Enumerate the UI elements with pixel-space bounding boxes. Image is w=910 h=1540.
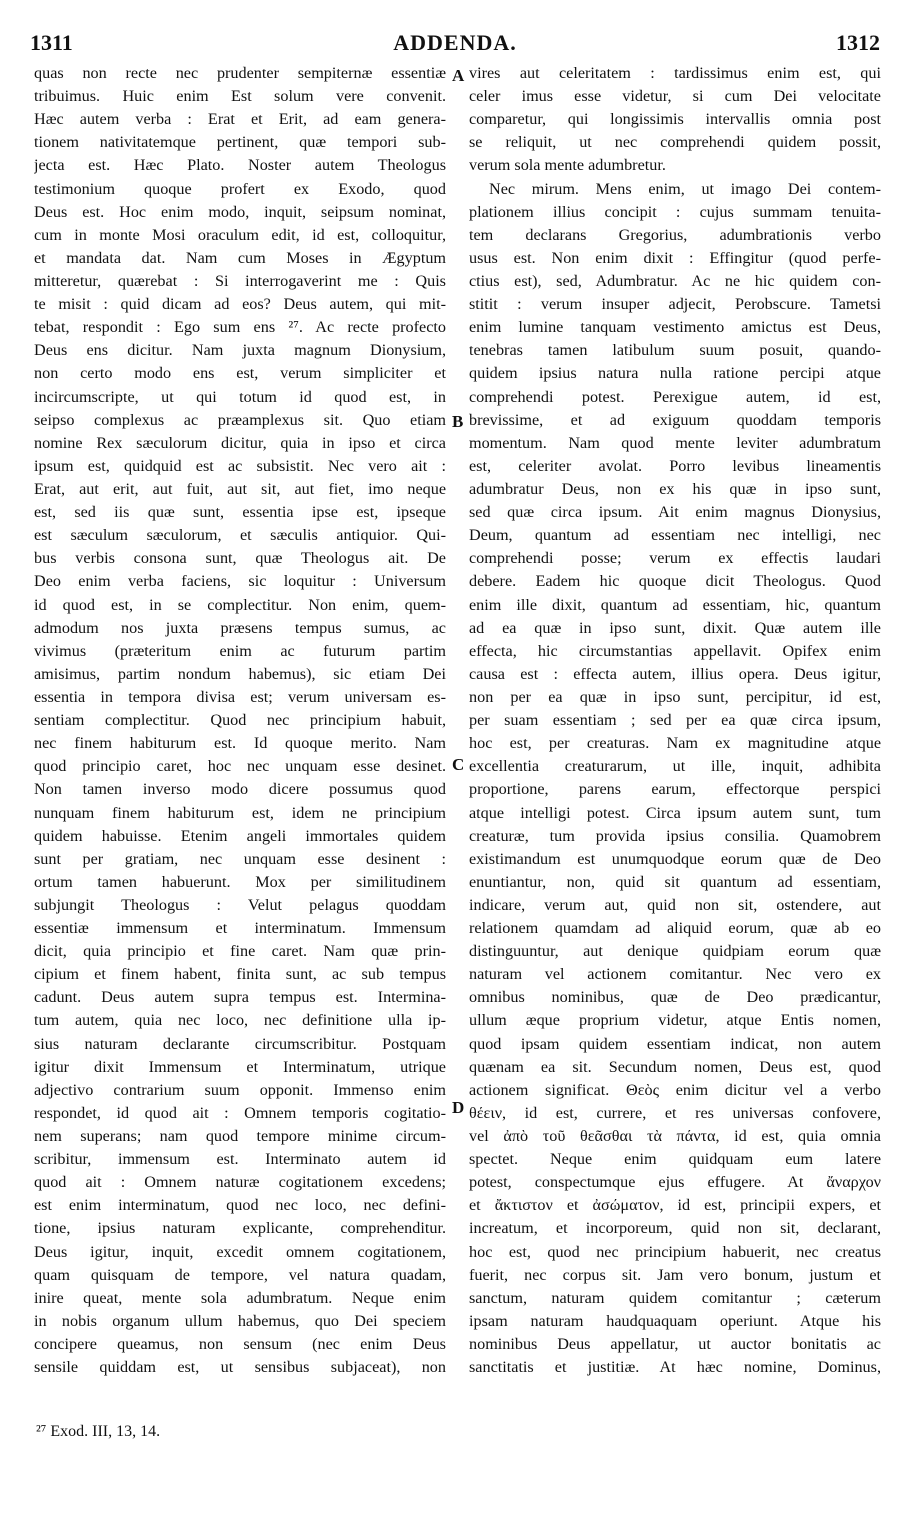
text-line: indicare, verum aut, quid non sit, ostendere, aut	[469, 895, 881, 914]
text-line: est enim interminatum, quod nec loco, nec defini-	[34, 1196, 446, 1215]
text-line: id quod est, in se complectitur. Non enim, quem-	[34, 595, 446, 614]
text-line: increatum, et incorporeum, quid non sit, declarant,	[469, 1219, 881, 1238]
text-line: creaturæ, tum provida ipsius consilia. Quamobrem	[469, 826, 881, 845]
page-number-right: 1312	[836, 30, 880, 55]
text-line: se reliquit, ut nec comprehendi quidem possit,	[469, 133, 881, 152]
page-number-left: 1311	[30, 30, 73, 55]
text-line: existimandum est unumquodque eorum quæ de Deo	[469, 849, 881, 868]
text-line: verum sola mente adumbretur.	[469, 156, 666, 175]
text-line: et ἄκτιστον et ἀσώματον, id est, principii expers, et	[469, 1196, 881, 1215]
text-line: proportione, parens earum, effectorque perspici	[469, 780, 881, 799]
text-line: quænam ea sit. Secundum nomen, Deus est, quod	[469, 1057, 881, 1076]
text-line: et mandata dat. Nam cum Moses in Ægyptum	[34, 248, 446, 267]
text-line: Hæc autem verba : Erat et Erit, ad eam genera-	[34, 110, 446, 129]
text-line: dicit, quia principio et fine caret. Nam quæ prin-	[34, 942, 446, 961]
text-line: spectet. Neque enim quidquam eum latere	[469, 1150, 881, 1169]
text-line: amisimus, partim nondum habemus), sic etiam Dei	[34, 664, 446, 683]
text-line: hoc est, per creaturas. Nam ex magnitudine atque	[469, 734, 881, 753]
text-line: cadunt. Deus autem supra tempus est. Intermina-	[34, 988, 446, 1007]
text-line: atque intelligi potest. Circa ipsum autem sunt, tum	[469, 803, 881, 822]
text-line: tione, ipsius naturam explicante, comprehenditur.	[34, 1219, 446, 1238]
text-line: quam quisquam de tempore, vel natura quadam,	[34, 1265, 446, 1284]
footnote: ²⁷ Exod. III, 13, 14.	[36, 1423, 161, 1440]
margin-marker-b: B	[452, 412, 464, 431]
text-line: sius naturam declarante circumscribitur. Postquam	[34, 1034, 446, 1053]
left-column	[34, 62, 446, 1379]
text-line: quidem habuisse. Etenim angeli immortales quidem	[34, 826, 446, 845]
text-line: respondet, id quod ait : Omnem temporis cogitatio-	[34, 1103, 446, 1122]
page-header	[30, 30, 880, 60]
text-line: cum in monte Mosi oraculum edit, id est, colloquitur,	[34, 225, 446, 244]
text-line: vivimus (præteritum enim ac futurum partim	[34, 641, 446, 660]
text-line: comparetur, qui longissimis intervallis omnia post	[469, 110, 881, 129]
text-line: te misit : quid dicam ad eos? Deus autem, qui mit-	[34, 295, 446, 314]
text-line: sunt per gratiam, nec unquam esse desinent :	[34, 849, 446, 868]
text-line: concipere queamus, non sensum (nec enim Deus	[34, 1335, 446, 1354]
text-line: in nobis organum ullum habemus, quo Dei speciem	[34, 1311, 446, 1330]
text-line: enuntiantur, non, quid sit quantum ad essentiam,	[469, 872, 881, 891]
text-line: est, celeriter avolat. Porro levibus lineamentis	[469, 456, 881, 475]
text-line: quas non recte nec prudenter sempiternæ essentiæ	[34, 64, 446, 82]
text-line: hoc est, quod nec principium habuerit, nec creatus	[469, 1242, 881, 1261]
text-line: est, sed iis quæ sunt, essentia ipse est, ipseque	[34, 503, 446, 522]
text-line: non per ea quæ in ipso sunt, percipitur, id est,	[469, 687, 881, 706]
text-line: tionem nativitatemque pertinent, quæ tempori sub-	[34, 133, 446, 152]
text-line: admodum nos juxta præsens tempus sumus, ac	[34, 618, 446, 637]
text-line: jecta est. Hæc Plato. Noster autem Theologus	[34, 156, 446, 175]
text-line: nunquam finem habiturum est, idem ne principium	[34, 803, 446, 822]
text-line: omnibus nominibus, quæ de Deo prædicantur,	[469, 988, 881, 1007]
text-line: seipso complexus ac præamplexus sit. Quo etiam	[34, 410, 446, 429]
text-line: Non tamen inverso modo dicere possumus quod	[34, 780, 446, 799]
text-line: adjectivo contrarium suum opponit. Immenso enim	[34, 1080, 446, 1099]
text-line: ipsam naturam haudquaquam operiunt. Atque his	[469, 1311, 881, 1330]
text-line: naturam vel actionem comitantur. Nec vero ex	[469, 965, 881, 984]
text-line: adumbratur Deus, non ex his quæ in ipso sunt,	[469, 479, 881, 498]
text-line: sentiam complectitur. Quod nec principium habuit,	[34, 711, 446, 730]
text-line: sensile quiddam est, ut sensibus subjaceat), non	[34, 1358, 446, 1377]
margin-marker-c: C	[452, 755, 465, 774]
text-line: sanctum, naturam quidem comitantur ; cæterum	[469, 1288, 881, 1307]
text-line: enim lumine tanquam vestimento amictus est Deus,	[469, 318, 881, 337]
text-line: celer imus esse videtur, si cum Dei velocitate	[469, 87, 881, 106]
text-line: tum autem, quia nec loco, nec definitione ulla ip-	[34, 1011, 446, 1030]
text-line: excellentia creaturarum, ut ille, inquit, adhibita	[469, 757, 881, 776]
text-line: momentum. Nam quod mente leviter adumbratum	[469, 433, 881, 452]
text-line: nec finem habiturum est. Id quoque merito. Nam	[34, 734, 446, 753]
text-line: Nec mirum. Mens enim, ut imago Dei contem-	[489, 179, 881, 198]
text-line: relationem quamdam ad aliquid eorum, quæ ab eo	[469, 919, 881, 938]
text-line: enim ille dixit, quantum ad essentiam, hic, quantum	[469, 595, 881, 614]
margin-marker-d: D	[452, 1098, 465, 1117]
text-line: quod ipsam quidem essentiam indicat, non autem	[469, 1034, 881, 1053]
text-line: ctius est), sed, Adumbratur. Ac ne hic quidem con-	[469, 271, 881, 290]
text-line: quidem ipsius natura nulla ratione percipi atque	[469, 364, 881, 383]
text-line: nomine Rex sæculorum dicitur, quia in ipso et circa	[34, 433, 446, 452]
text-line: mitteretur, quærebat : Si interrogaverint me : Quis	[34, 271, 446, 290]
text-line: inire queat, mente sola adumbratum. Neque enim	[34, 1288, 446, 1307]
text-line: est sæculum sæculorum, et sæculis antiquior. Qui-	[34, 526, 446, 545]
margin-marker-a: A	[452, 66, 465, 85]
text-line: Deus ens dicitur. Nam juxta magnum Dionysium,	[34, 341, 446, 360]
text-line: per suam essentiam ; sed per ea quæ circa ipsum,	[469, 711, 881, 730]
text-line: ipsum est, quidquid est ac subsistit. Nec vero ait :	[34, 456, 446, 475]
text-line: Erat, aut erit, aut fuit, aut sit, aut fiet, imo neque	[34, 479, 446, 498]
text-line: distinguuntur, aut denique quidpiam eorum quæ	[469, 942, 881, 961]
text-line: tem declarans Gregorius, adumbrationis verbo	[469, 225, 881, 244]
text-line: stitit : verum insuper adjecit, Perobscure. Tametsi	[469, 295, 881, 314]
text-line: quod ait : Omnem naturæ cogitationem excedens;	[34, 1173, 446, 1192]
text-line: fuerit, nec corpus sit. Jam vero bonum, justum et	[469, 1265, 881, 1284]
text-line: subjungit Theologus : Velut pelagus quoddam	[34, 895, 446, 914]
text-line: usus est. Non enim dixit : Effingitur (quod perfe-	[469, 248, 881, 267]
text-line: sed quæ circa ipsum. Ait enim magnus Dionysius,	[469, 503, 881, 522]
text-line: essentia in tempora divisa est; verum universam es-	[34, 687, 446, 706]
text-line: igitur dixit Immensum et Interminatum, utrique	[34, 1057, 446, 1076]
text-line: non certo modo ens est, verum simpliciter et	[34, 364, 446, 383]
text-line: quod principio caret, hoc nec unquam esse desinet.	[34, 757, 446, 776]
text-line: Deus est. Hoc enim modo, inquit, seipsum nominat,	[34, 202, 446, 221]
running-title: ADDENDA.	[393, 30, 517, 55]
text-line: actionem significat. Θεὸς enim dicitur vel a verbo	[469, 1080, 881, 1099]
text-line: cipium et finem habent, finita sunt, ac sub tempus	[34, 965, 446, 984]
text-line: ullum æque proprium videtur, atque Entis nomen,	[469, 1011, 881, 1030]
text-line: bus verbis consona sunt, quæ Theologus ait. De	[34, 549, 446, 568]
text-line: vires aut celeritatem : tardissimus enim est, qui	[469, 64, 881, 82]
text-line: ad ea quæ in ipso sunt, dixit. Quæ autem ille	[469, 618, 881, 637]
text-line: incircumscripte, ut qui totum id quod est, in	[34, 387, 446, 406]
text-line: nem superans; nam quod tempore minime circum-	[34, 1127, 446, 1146]
text-line: tribuimus. Huic enim Est solum vere convenit.	[34, 87, 446, 106]
text-line: essentiæ immensum et interminatum. Immensum	[34, 919, 446, 938]
text-line: debere. Eadem hic quoque dicit Theologus. Quod	[469, 572, 881, 591]
text-line: comprehendi posse; verum ex effectis laudari	[469, 549, 881, 568]
text-line: tebat, respondit : Ego sum ens ²⁷. Ac recte profecto	[34, 318, 446, 337]
text-line: θέειν, id est, currere, et res universas confovere,	[469, 1103, 881, 1122]
text-line: brevissime, et ad exiguum quoddam temporis	[469, 410, 881, 429]
right-column	[469, 62, 881, 1379]
text-line: ortum tamen habuerunt. Mox per similitudinem	[34, 872, 446, 891]
text-line: effecta, hic circumstantias appellavit. Opifex enim	[469, 641, 881, 660]
text-line: testimonium quoque profert ex Exodo, quod	[34, 179, 446, 198]
text-line: scribitur, immensum est. Interminato autem id	[34, 1150, 446, 1169]
text-line: tenebras tamen latibulum suum posuit, quando-	[469, 341, 881, 360]
text-line: causa est : effecta autem, illius opera. Deus igitur,	[469, 664, 881, 683]
text-line: plationem illius concipit : cujus summam tenuita-	[469, 202, 881, 221]
text-line: Deus igitur, inquit, excedit omnem cogitationem,	[34, 1242, 446, 1261]
text-line: Deo enim verba faciens, sic loquitur : Universum	[34, 572, 446, 591]
text-line: vel ἀπὸ τοῦ θεᾶσθαι τὰ πάντα, id est, quia omnia	[469, 1127, 881, 1146]
text-line: comprehendi potest. Perexigue autem, id est,	[469, 387, 881, 406]
text-line: Deum, quantum ad essentiam nec intelligi, nec	[469, 526, 881, 545]
text-line: potest, conspectumque ejus effugere. At ἄναρχον	[469, 1173, 881, 1192]
text-line: sanctitatis et justitiæ. At hæc nomine, Dominus,	[469, 1358, 881, 1377]
text-line: nominibus Deus appellatur, ut auctor bonitatis ac	[469, 1335, 881, 1354]
